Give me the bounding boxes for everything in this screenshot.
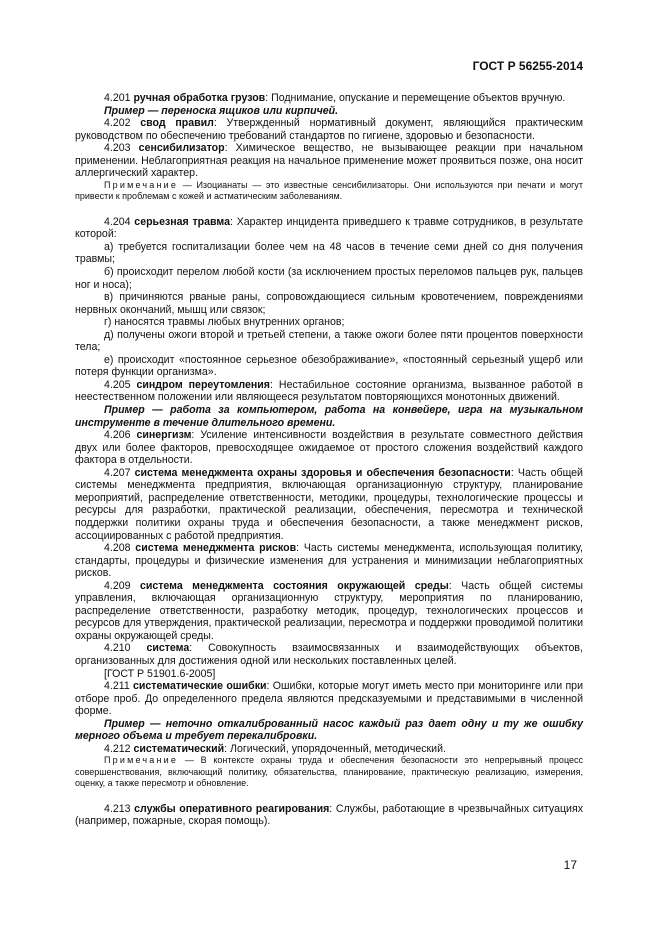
term-entry-4205 — [75, 379, 583, 404]
entry-number: 4.212 — [104, 742, 134, 755]
entry-number: 4.205 — [104, 378, 137, 391]
example-4205: Пример — работа за компьютером, работа на конвейере, игра на музыкальном инструменте в течение длительного времени. — [75, 404, 583, 429]
source-reference-4210: [ГОСТ Р 51901.6-2005] — [104, 667, 216, 680]
term-entry-4203 — [75, 142, 583, 180]
term-entry-4202 — [75, 117, 583, 142]
entry-number: 4.213 — [104, 802, 135, 815]
entry-term: ручная обработка грузов — [133, 92, 266, 104]
entry-definition: : Характер инцидента приведшего к травме сотрудников, в результате которой: — [75, 215, 583, 241]
entry-number: 4.207 — [104, 466, 135, 479]
note-4212 — [75, 755, 583, 790]
term-entry-4201 — [75, 92, 583, 105]
term-entry-4204 — [75, 216, 583, 241]
spacer — [75, 203, 583, 216]
entry-term: серьезная травма — [134, 215, 230, 228]
entry-number: 4.201 — [104, 92, 134, 104]
entry-term: система менеджмента состояния окружающей среды — [139, 579, 449, 592]
entry-definition: : Часть системы менеджмента, использующая политику, стандарты, процедуры и физические изменения для устранения и минимизации неблагоприятных рисков. — [75, 542, 583, 580]
term-entry-4209 — [75, 580, 583, 643]
entry-definition: : Ошибки, которые могут иметь место при мониторинге или при отборе проб. До определенного предела являются предсказуемыми и представимыми в численной форме. — [75, 680, 583, 718]
entry-term: службы оперативного реагирования — [134, 802, 330, 815]
entry-number: 4.203 — [104, 142, 139, 155]
entry-definition: : Химическое вещество, не вызывающее реакции при начальном применении. Неблагоприятная реакция на начальное применение может проявиться позже, она носит аллергический характер. — [75, 142, 583, 180]
document-body — [75, 92, 583, 828]
list-item-e: д) получены ожоги второй и третьей степени, а также ожоги более пяти процентов поверхности тела; — [75, 328, 583, 354]
entry-definition: : Логический, упорядоченный, методический. — [224, 742, 446, 755]
entry-number: 4.204 — [104, 215, 135, 228]
entry-definition: : Усиление интенсивности воздействия в результате совместного действия двух или более факторов, превосходящее ожидаемое от простого сложения воздействий каждого фактора в отдельности. — [75, 429, 583, 467]
term-entry-4210 — [75, 642, 583, 667]
note-label: Примечание — [104, 179, 179, 190]
example-4211: Пример — неточно откалиброванный насос каждый раз дает одну и ту же ошибку мерного объема и требует перекалибровки. — [75, 717, 583, 743]
list-item-a: а) требуется госпитализации более чем на 48 часов в течение семи дней со дня получения травмы; — [75, 240, 583, 266]
entry-definition: : Поднимание, опускание и перемещение объектов вручную. — [265, 92, 566, 104]
list-item-c: в) причиняются рваные раны, сопровождающиеся сильным кровотечением, повреждениями нервных окончаний, мышц или связок; — [75, 291, 583, 316]
entry-term: система менеджмента охраны здоровья и обеспечения безопасности — [134, 466, 511, 479]
note-4203 — [75, 180, 583, 203]
term-entry-4213 — [75, 803, 583, 828]
entry-term: свод правил — [140, 117, 214, 130]
term-entry-4208 — [75, 542, 583, 580]
term-entry-4206 — [75, 429, 583, 467]
document-standard-id: ГОСТ Р 56255-2014 — [472, 59, 583, 73]
page-number: 17 — [563, 858, 577, 872]
note-text: — Изоцианаты — это известные сенсибилизаторы. Они используются при печати и могут привести к проблемам с кожей и астматическим заболеваниям. — [75, 179, 583, 202]
entry-term: систематические ошибки — [133, 680, 267, 693]
entry-definition: : Службы, работающие в чрезвычайных ситуациях (например, пожарные, скорая помощь). — [75, 802, 583, 828]
entry-term: система — [146, 642, 190, 655]
term-entry-4211 — [75, 680, 583, 718]
entry-term: синергизм — [136, 429, 192, 442]
entry-number: 4.202 — [104, 117, 141, 130]
term-entry-4212 — [75, 743, 583, 756]
entry-number: 4.211 — [104, 680, 134, 693]
entry-term: систематический — [133, 742, 225, 755]
list-item-d: г) наносятся травмы любых внутренних органов; — [104, 316, 345, 329]
entry-term: сенсибилизатор — [138, 142, 225, 155]
entry-number: 4.206 — [104, 429, 137, 442]
entry-number: 4.210 — [104, 642, 147, 655]
note-label: Примечание — [104, 755, 179, 766]
entry-definition: : Нестабильное состояние организма, вызванное работой в неестественном положении или являющееся результатом повторяющихся монотонных движений. — [75, 378, 583, 404]
entry-definition: : Утвержденный нормативный документ, являющийся практическим руководством по обеспечению требований стандартов по гигиене, здоровью и безопасности. — [75, 117, 583, 142]
list-item-f: е) происходит «постоянное серьезное обезображивание», «постоянный серьезный ущерб или потеря функции организма». — [75, 353, 583, 379]
entry-term: синдром переутомления — [136, 378, 270, 391]
entry-definition: : Часть общей системы менеджмента предприятия, включающая организационную структуру, планирование мероприятий, распределение ответственности, методики, процедуры, технологические процессы и ресурсы для разработки, практической реализации, обеспечения, пересмотра и технической поддержки политики охраны труда и обеспечения безопасности, а также менеджмент рисков, ассоциированных с работой предприятия. — [75, 466, 583, 542]
list-item-b: б) происходит перелом любой кости (за исключением простых переломов пальцев рук, пальцев ног и носа); — [75, 266, 583, 291]
note-text: — В контексте охраны труда и обеспечения безопасности это непрерывный процесс совершенствования, включающий политику, обязательства, планирование, практическую реализацию, измерения, оценку, а также пересмотр и обновление. — [75, 755, 583, 789]
example-4201: Пример — переноска ящиков или кирпичей. — [104, 104, 339, 117]
entry-number: 4.209 — [104, 579, 140, 592]
entry-definition: : Часть общей системы управления, включающая организационную структуру, мероприятия по планированию, распределение ответственности, разработку методик, процедур, технологических процессов и ресурсов для утверждения, практической реализации, пересмотра и поддержки проводимой политики охраны окружающей среды. — [75, 579, 583, 642]
term-entry-4207 — [75, 467, 583, 542]
spacer — [75, 790, 583, 803]
entry-definition: : Совокупность взаимосвязанных и взаимодействующих объектов, организованных для достижения одной или нескольких поставленных целей. — [75, 642, 583, 667]
entry-number: 4.208 — [104, 542, 136, 555]
entry-term: система менеджмента рисков — [135, 542, 297, 555]
